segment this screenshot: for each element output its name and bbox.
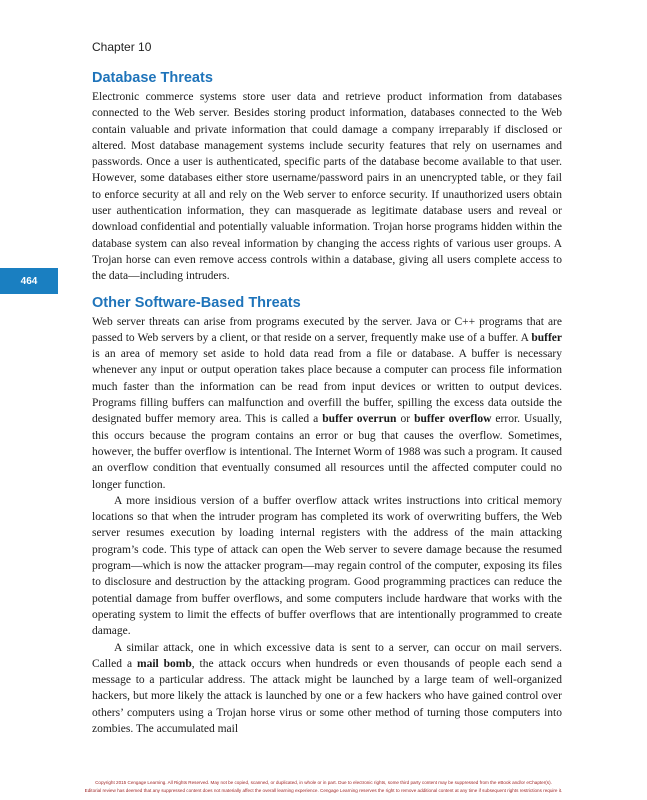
paragraph-database-threats: Electronic commerce systems store user data and retrieve product information from databases connected to the Web server. Besides storing product information, databases connected to the Web contain valuable and private information that could damage a company irreparably if disclosed or altered. Most database management systems include security features that rely on usernames and passwords. Once a user is authenticated, specific parts of the database become available to that user. However, some databases either store username/password pairs in an unencrypted table, or they fail to enforce security at all and rely on the Web server to enforce security. If unauthorized users obtain user authentication information, they can masquerade as legitimate database users and reveal or download confidential and potentially valuable information. Trojan horse programs hidden within the database system can also reveal information by changing the access rights of various user groups. A Trojan horse can even remove access controls within a database, giving all users complete access to the data—including intruders. xyxy=(92,91,562,283)
page-number-tab xyxy=(0,268,58,294)
term-buffer-overflow: buffer overflow xyxy=(414,413,492,426)
text-run: is an area of memory set aside to hold data read from a file or database. A buffer is necessary whenever any input or output operation takes place because a computer can process file information much faster than the information can be read from input devices or written to output devices. Programs filling buffers can malfunction and overfill the buffer, spilling the excess data outside the designated buffer memory area. This is called a xyxy=(92,348,562,426)
copyright-line-1: Copyright 2015 Cengage Learning. All Rights Reserved. May not be copied, scanned, or duplicated, in whole or in part. Due to electronic rights, some third party content may be suppressed from the eBook and/or eChapter(s). xyxy=(95,780,552,785)
text-run: Web server threats can arise from programs executed by the server. Java or C++ programs that are passed to Web servers by a client, or that reside on a server, frequently make use of a buffer. A xyxy=(92,315,562,344)
term-buffer: buffer xyxy=(531,331,562,344)
page-number: 464 xyxy=(20,275,38,287)
copyright-line-2: Editorial review has deemed that any suppressed content does not materially affect the overall learning experience. Cengage Learning reserves the right to remove additional content at any time if subsequent rights restrictions require it. xyxy=(84,787,563,793)
term-buffer-overrun: buffer overrun xyxy=(322,413,397,426)
paragraph-insidious-attack: A more insidious version of a buffer overflow attack writes instructions into critical memory locations so that when the intruder program has completed its work of overwriting buffers, the Web server resumes execution by loading internal registers with the address of the main attacking program’s code. This type of attack can open the Web server to severe damage because the resumed program—which is now the attacker program—may regain control of the computer, exposing its files to disclosure and destruction by the attacking program. Good programming practices can reduce the potential damage from buffer overflows, and some computers include hardware that works with the operating system to limit the effects of buffer overflows that are intentionally programmed to create damage. xyxy=(92,494,562,638)
page-content xyxy=(92,68,562,737)
text-run: or xyxy=(396,413,415,426)
text-run: , the attack occurs when hundreds or even thousands of people each send a message to a particular address. The attack might be launched by a large team of well-organized hackers, but more likely the attack is launched by one or a few hackers who have gained control over others’ computers using a Trojan horse virus or some other method of turning those computers into zombies. The accumulated mail xyxy=(92,657,562,735)
paragraph-mail-bomb xyxy=(92,640,562,738)
text-run: A similar attack, one in which excessive data is sent to a server, can occur on mail servers. Called a xyxy=(92,641,562,670)
copyright-footer xyxy=(8,779,639,794)
text-run: error. Usually, this occurs because the program contains an error or bug that causes the overflow. Sometimes, however, the buffer overflow is intentional. The Internet Worm of 1988 was such a program. It caused an overflow condition that eventually consumed all resources until the affected computer could no longer function. xyxy=(92,413,562,491)
section-heading-database-threats: Database Threats xyxy=(92,70,213,86)
chapter-header: Chapter 10 xyxy=(92,40,152,54)
section-heading-other-threats: Other Software-Based Threats xyxy=(92,294,301,311)
paragraph-buffer xyxy=(92,314,562,493)
term-mail-bomb: mail bomb xyxy=(136,657,192,670)
